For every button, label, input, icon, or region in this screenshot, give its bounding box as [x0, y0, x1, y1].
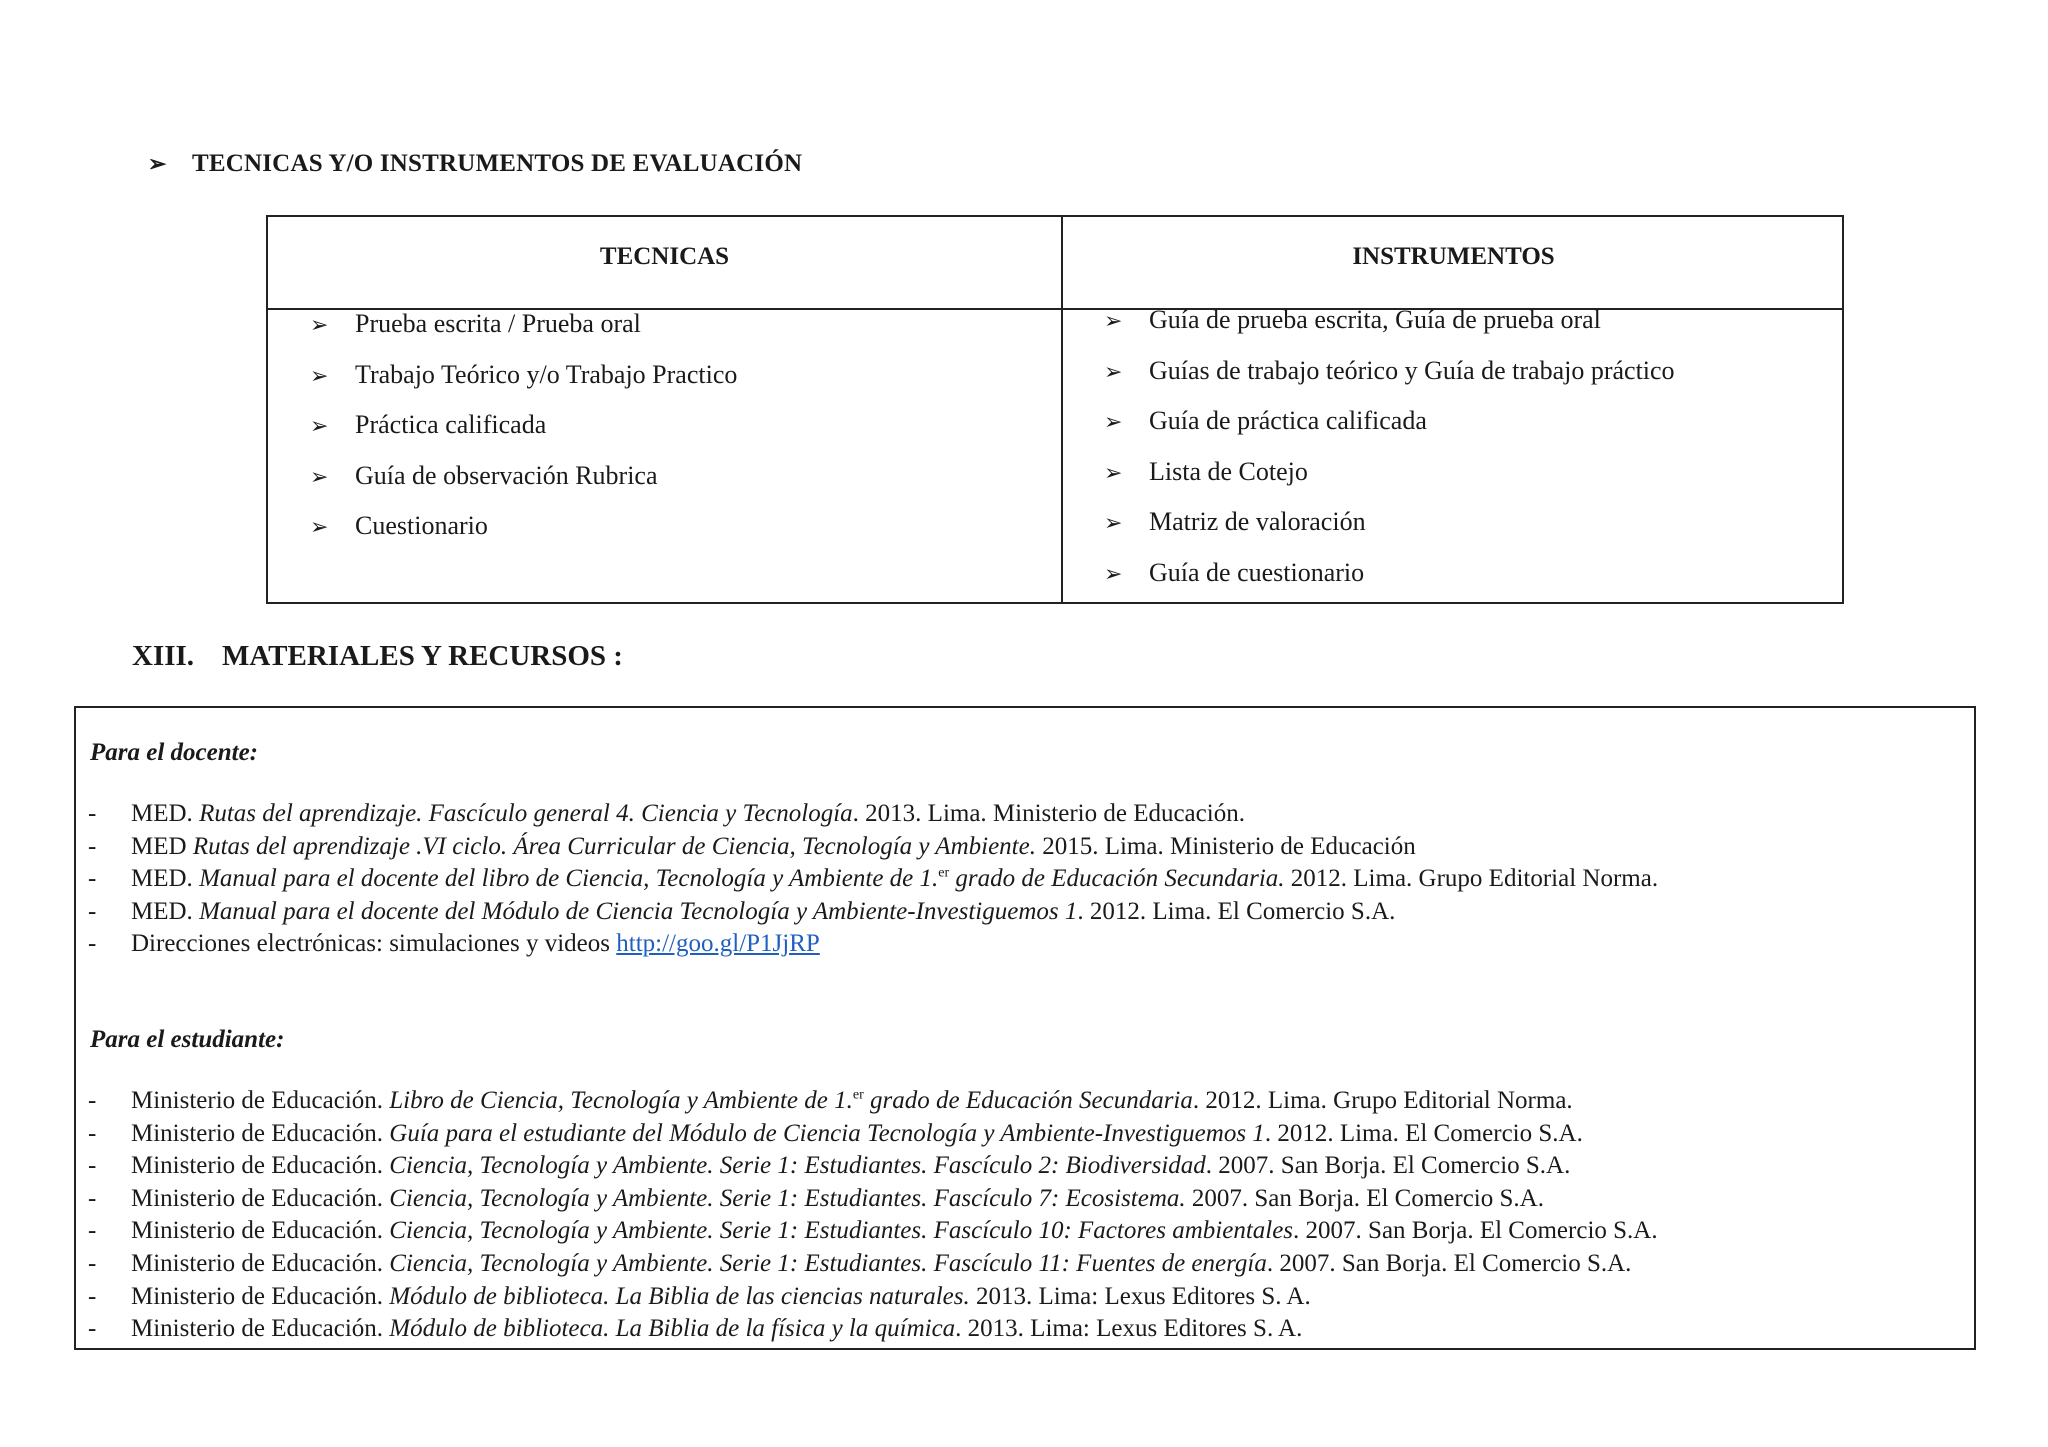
reference-publisher: . 2013. Lima. Ministerio de Educación. [852, 800, 1245, 827]
reference-text [131, 1185, 1544, 1218]
list-item [1104, 507, 1675, 558]
list-item [310, 461, 737, 512]
evaluation.tecnicas-item-text: Prueba escrita / Prueba oral [355, 309, 641, 338]
reference-text [131, 1120, 1583, 1153]
reference-title: Manual para el docente del Módulo de Ciencia Tecnología y Ambiente-Investiguemos 1 [199, 897, 1078, 925]
reference-title: Ciencia, Tecnología y Ambiente. Serie 1: Estudiantes. Fascículo 7: Ecosistema. [389, 1184, 1186, 1212]
reference-title: Módulo de biblioteca. La Biblia de las ciencias naturales. [389, 1282, 970, 1310]
reference-title: Guía para el estudiante del Módulo de Ciencia Tecnología y Ambiente-Investiguemos 1 [389, 1119, 1265, 1147]
section-title [132, 640, 623, 673]
reference-link[interactable]: http://goo.gl/P1JjRP [616, 930, 820, 958]
reference-item [88, 1152, 1658, 1185]
materials-box [74, 706, 1976, 1350]
evaluation-table [266, 215, 1844, 604]
reference-publisher: 2007. San Borja. El Comercio S.A. [1185, 1184, 1544, 1212]
reference-item [88, 1120, 1658, 1153]
reference-item [88, 1087, 1658, 1120]
dash-bullet: - [88, 1315, 97, 1343]
reference-item [88, 930, 1658, 963]
list-item [1104, 457, 1675, 508]
reference-author: MED. [131, 897, 200, 925]
reference-item [88, 1250, 1658, 1283]
reference-publisher: . 2012. Lima. Grupo Editorial Norma. [1192, 1087, 1573, 1114]
reference-text [131, 833, 1416, 866]
evaluation.instrumentos-item-text: Lista de Cotejo [1149, 456, 1308, 486]
list-item [1104, 406, 1675, 457]
arrow-bullet-icon: ➢ [1104, 459, 1123, 485]
reference-text [131, 1087, 1573, 1120]
reference-title: Rutas del aprendizaje .VI ciclo. Área Curricular de Ciencia, Tecnología y Ambiente. [192, 832, 1036, 860]
instrumentos-list [1104, 305, 1675, 608]
reference-item [88, 833, 1658, 866]
dash-bullet: - [88, 897, 97, 925]
reference-item [88, 898, 1658, 931]
reference-item [88, 1315, 1658, 1348]
reference-text [131, 1217, 1658, 1250]
arrow-bullet-icon: ➢ [310, 413, 329, 438]
arrow-bullet-icon: ➢ [1104, 560, 1123, 586]
evaluation.instrumentos-item-text: Guía de cuestionario [1149, 557, 1365, 587]
arrow-bullet-icon: ➢ [310, 463, 329, 489]
evaluation.instrumentos-item-text: Matriz de valoración [1149, 507, 1366, 536]
reference-publisher: 2013. Lima: Lexus Editores S. A. [969, 1282, 1311, 1310]
column-header-tecnicas: TECNICAS [599, 243, 730, 270]
evaluation.tecnicas-item-text: Trabajo Teórico y/o Trabajo Practico [355, 359, 738, 389]
reference-text [131, 1283, 1311, 1316]
reference-publisher: . 2012. Lima. El Comercio S.A. [1077, 897, 1396, 925]
column-header-instrumentos: INSTRUMENTOS [1352, 243, 1555, 270]
reference-author: Ministerio de Educación. [131, 1119, 390, 1147]
reference-title: Módulo de biblioteca. La Biblia de la física y la química [389, 1315, 956, 1343]
evaluation-heading-text: TECNICAS Y/O INSTRUMENTOS DE EVALUACIÓN [192, 150, 803, 177]
dash-bullet: - [88, 865, 97, 893]
reference-item [88, 1217, 1658, 1250]
evaluation.tecnicas-item-text: Práctica calificada [355, 410, 547, 439]
reference-publisher: 2012. Lima. Grupo Editorial Norma. [1284, 865, 1659, 893]
arrow-bullet-icon: ➢ [1104, 358, 1123, 384]
dash-bullet: - [88, 1087, 97, 1114]
dash-bullet: - [88, 930, 97, 958]
reference-text [131, 1152, 1570, 1185]
arrow-bullet-icon: ➢ [1104, 308, 1123, 333]
table-column-divider [1061, 217, 1063, 602]
reference-title: Libro de Ciencia, Tecnología y Ambiente de 1. [389, 1087, 853, 1114]
arrow-bullet-icon: ➢ [1104, 510, 1123, 535]
reference-publisher: . 2007. San Borja. El Comercio S.A. [1266, 1249, 1632, 1277]
evaluation.tecnicas-item-text: Cuestionario [355, 511, 488, 540]
reference-title: Manual para el docente del libro de Ciencia, Tecnología y Ambiente de 1. [199, 865, 939, 893]
reference-author: Ministerio de Educación. [131, 1249, 390, 1277]
reference-publisher: . 2013. Lima: Lexus Editores S. A. [955, 1315, 1303, 1343]
reference-text [131, 1250, 1631, 1283]
evaluation.instrumentos-item-text: Guía de práctica calificada [1149, 406, 1427, 435]
evaluation.instrumentos-item-text: Guía de prueba escrita, Guía de prueba oral [1149, 305, 1601, 334]
reference-superscript: er [938, 865, 950, 881]
reference-author: Ministerio de Educación. [131, 1217, 390, 1245]
reference-text [131, 800, 1245, 833]
evaluation.tecnicas-item-text: Guía de observación Rubrica [355, 460, 658, 490]
reference-publisher: 2015. Lima. Ministerio de Educación [1035, 832, 1416, 860]
list-item [310, 309, 737, 360]
estudiante-heading: Para el estudiante: [90, 1026, 285, 1053]
docente-heading: Para el docente: [90, 739, 259, 766]
list-item [1104, 305, 1675, 356]
reference-item [88, 800, 1658, 833]
docente-reference-list [88, 800, 1658, 963]
reference-author: MED. [131, 800, 200, 827]
reference-author: Ministerio de Educación. [131, 1282, 390, 1310]
reference-author: MED [131, 832, 193, 860]
reference-author: MED. [131, 865, 200, 893]
dash-bullet: - [88, 1282, 97, 1310]
reference-title-cont: grado de Educación Secundaria [863, 1087, 1193, 1114]
list-item [1104, 356, 1675, 407]
reference-title: Rutas del aprendizaje. Fascículo general 4. Ciencia y Tecnología [199, 800, 853, 827]
reference-title: Ciencia, Tecnología y Ambiente. Serie 1: Estudiantes. Fascículo 2: Biodiversidad [389, 1152, 1206, 1180]
reference-author: Ministerio de Educación. [131, 1087, 390, 1114]
list-item [310, 511, 737, 562]
list-item [310, 360, 737, 411]
arrow-bullet-icon: ➢ [310, 362, 329, 388]
reference-author: Direcciones electrónicas: simulaciones y videos [131, 930, 617, 958]
reference-text [131, 930, 820, 963]
dash-bullet: - [88, 832, 97, 860]
dash-bullet: - [88, 1152, 97, 1180]
evaluation-heading [148, 150, 802, 178]
reference-item [88, 1185, 1658, 1218]
reference-publisher: . 2012. Lima. El Comercio S.A. [1264, 1119, 1583, 1147]
reference-text [131, 865, 1658, 898]
dash-bullet: - [88, 1119, 97, 1147]
reference-publisher: . 2007. San Borja. El Comercio S.A. [1293, 1217, 1658, 1245]
dash-bullet: - [88, 1184, 97, 1212]
reference-publisher: . 2007. San Borja. El Comercio S.A. [1205, 1152, 1571, 1180]
reference-superscript: er [852, 1087, 864, 1103]
section-title-text: MATERIALES Y RECURSOS : [222, 640, 623, 672]
reference-text [131, 1315, 1302, 1348]
section-number: XIII. [132, 640, 195, 672]
estudiante-reference-list [88, 1087, 1658, 1348]
reference-item [88, 1283, 1658, 1316]
dash-bullet: - [88, 1217, 97, 1245]
dash-bullet: - [88, 800, 97, 827]
reference-author: Ministerio de Educación. [131, 1152, 390, 1180]
tecnicas-list [310, 309, 737, 562]
arrow-bullet-icon: ➢ [148, 151, 167, 176]
reference-title-cont: grado de Educación Secundaria. [949, 865, 1285, 893]
reference-text [131, 898, 1395, 931]
reference-author: Ministerio de Educación. [131, 1184, 390, 1212]
evaluation.instrumentos-item-text: Guías de trabajo teórico y Guía de trabajo práctico [1149, 355, 1675, 385]
arrow-bullet-icon: ➢ [310, 312, 329, 337]
arrow-bullet-icon: ➢ [310, 514, 329, 539]
list-item [1104, 558, 1675, 609]
reference-author: Ministerio de Educación. [131, 1315, 390, 1343]
arrow-bullet-icon: ➢ [1104, 409, 1123, 434]
list-item [310, 410, 737, 461]
reference-title: Ciencia, Tecnología y Ambiente. Serie 1: Estudiantes. Fascículo 11: Fuentes de energía [389, 1249, 1267, 1277]
dash-bullet: - [88, 1249, 97, 1277]
reference-item [88, 865, 1658, 898]
reference-title: Ciencia, Tecnología y Ambiente. Serie 1: Estudiantes. Fascículo 10: Factores ambientales [389, 1217, 1294, 1245]
